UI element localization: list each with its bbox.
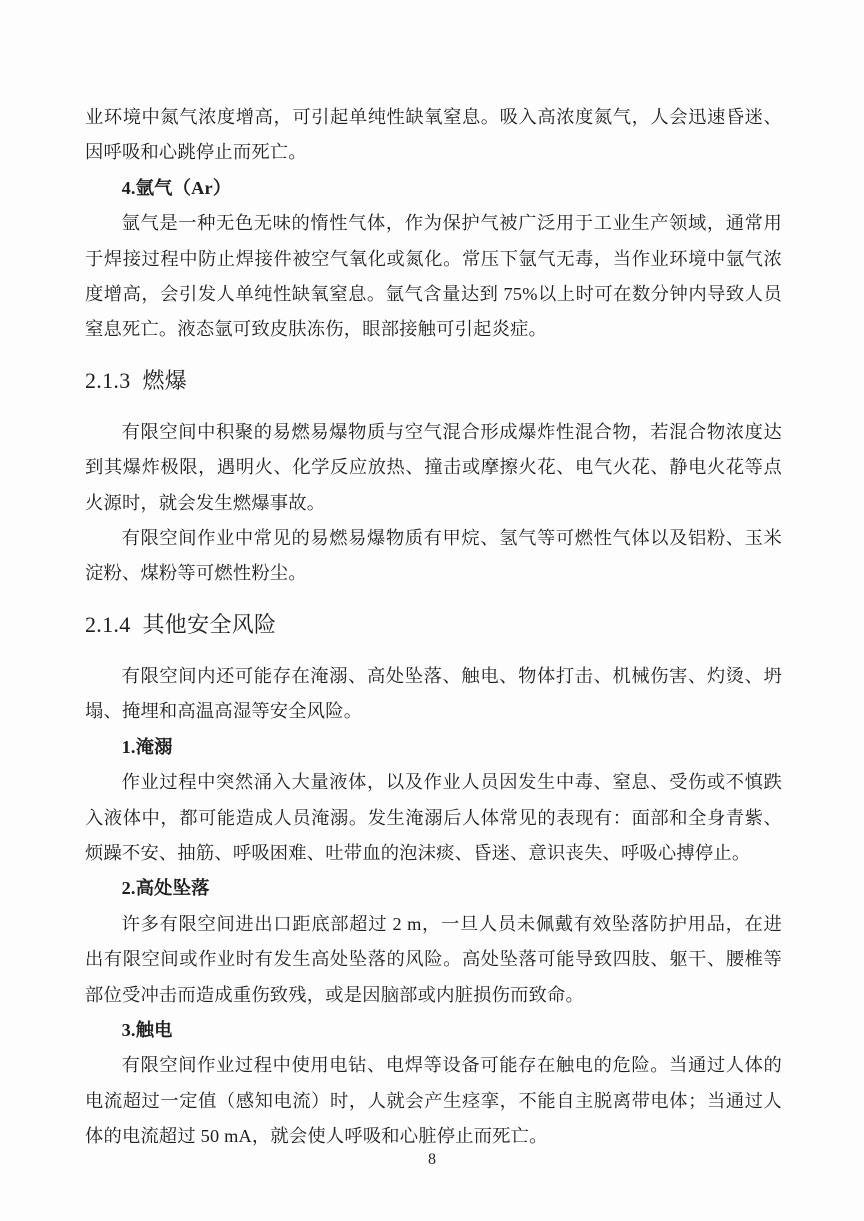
subheading-electric-shock: 3.触电	[121, 1019, 173, 1040]
paragraph-explosion-2: 有限空间作业中常见的易燃易爆物质有甲烷、氢气等可燃性气体以及铝粉、玉米淀粉、煤粉等可燃性粉尘。	[85, 528, 782, 584]
paragraph-electric-shock: 有限空间作业过程中使用电钻、电焊等设备可能存在触电的危险。当通过人体的电流超过一定值（感知电流）时，人就会产生痉挛，不能自主脱离带电体；当通过人体的电流超过 50 mA，就会使人呼吸和心脏停止而死亡。	[85, 1055, 782, 1147]
page-content	[85, 100, 782, 1155]
section-title: 燃爆	[142, 367, 188, 393]
subheading-drowning: 1.淹溺	[121, 736, 173, 757]
subheading-fall-from-height: 2.高处坠落	[121, 878, 210, 899]
section-heading-2-1-4	[85, 607, 782, 643]
paragraph-nitrogen-continued: 业环境中氮气浓度增高，可引起单纯性缺氧窒息。吸入高浓度氮气，人会迅速昏迷、因呼吸和心跳停止而死亡。	[85, 107, 782, 163]
paragraph-explosion-1: 有限空间中积聚的易燃易爆物质与空气混合形成爆炸性混合物，若混合物浓度达到其爆炸极限，遇明火、化学反应放热、撞击或摩擦火花、电气火花、静电火花等点火源时，就会发生燃爆事故。	[85, 421, 782, 513]
subheading-argon: 4.氩气（Ar）	[121, 177, 232, 198]
page-number: 8	[428, 1151, 436, 1168]
paragraph-drowning: 作业过程中突然涌入大量液体，以及作业人员因发生中毒、窒息、受伤或不慎跌入液体中，都可能造成人员淹溺。发生淹溺后人体常见的表现有：面部和全身青紫、烦躁不安、抽筋、呼吸困难、吐带血的泡沫痰、昏迷、意识丧失、呼吸心搏停止。	[85, 772, 782, 863]
paragraph-fall-from-height: 许多有限空间进出口距底部超过 2 m，一旦人员未佩戴有效坠落防护用品，在进出有限空间或作业时有发生高处坠落的风险。高处坠落可能导致四肢、躯干、腰椎等部位受冲击而造成重伤致残，或是因脑部或内脏损伤而致命。	[85, 913, 782, 1005]
paragraph-argon: 氩气是一种无色无味的惰性气体，作为保护气被广泛用于工业生产领域，通常用于焊接过程中防止焊接件被空气氧化或氮化。常压下氩气无毒，当作业环境中氩气浓度增高，会引发人单纯性缺氧窒息。氩气含量达到 75%以上时可在数分钟内导致人员窒息死亡。液态氩可致皮肤冻伤，眼部接触可引起炎症。	[85, 213, 782, 340]
section-title: 其他安全风险	[142, 611, 277, 637]
section-number: 2.1.3	[85, 367, 131, 393]
section-heading-2-1-3	[85, 363, 782, 399]
paragraph-other-risks-intro: 有限空间内还可能存在淹溺、高处坠落、触电、物体打击、机械伤害、灼烫、坍塌、掩埋和高温高湿等安全风险。	[85, 665, 782, 722]
section-number: 2.1.4	[85, 611, 131, 637]
